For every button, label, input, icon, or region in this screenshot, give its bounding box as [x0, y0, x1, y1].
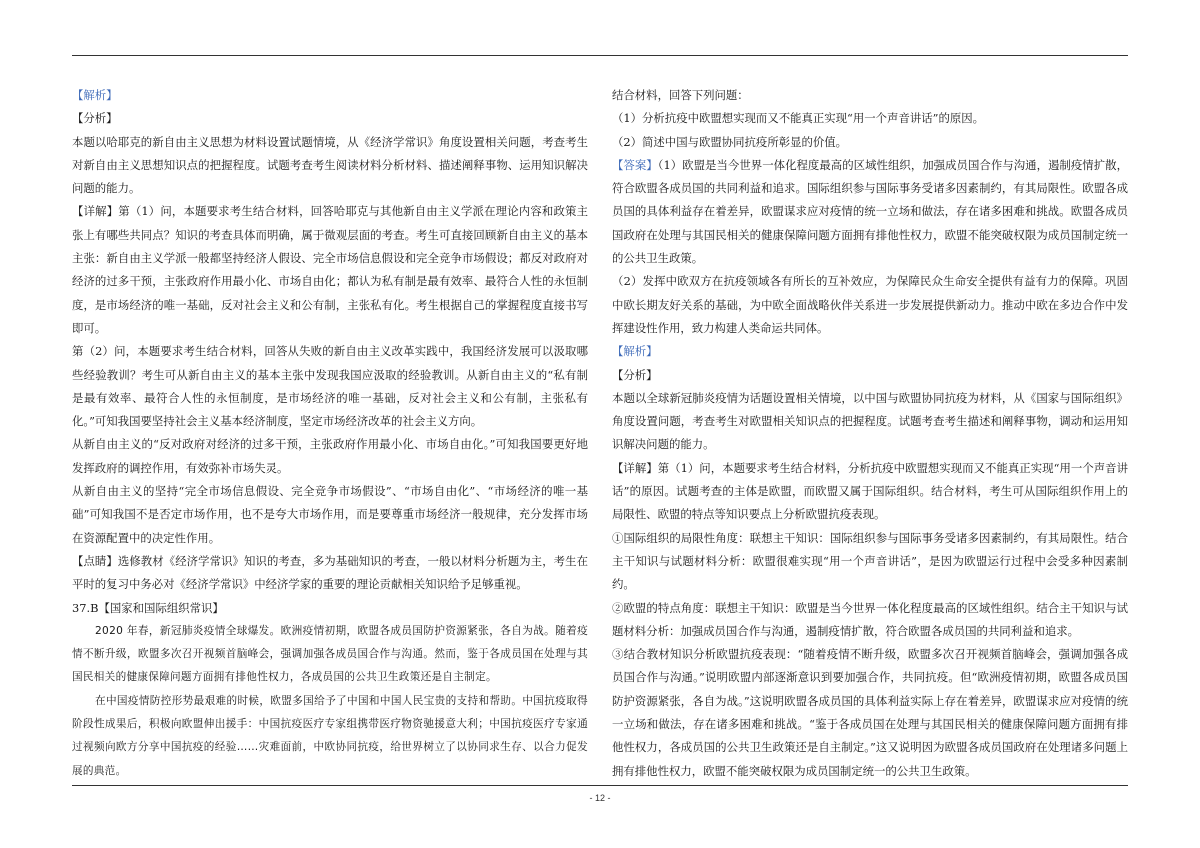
- left-paragraph: 【分析】: [72, 111, 118, 126]
- page-number: 12: [594, 793, 605, 803]
- question-heading: 37.B【国家和国际组织常识】: [72, 600, 224, 615]
- right-paragraph: （2）发挥中欧双方在抗疫领域各有所长的互补效应，为保障民众生命安全提供有益有力的保障。巩固中欧长期友好关系的基础，为中欧全面战略伙伴关系进一步发展提供新动力。推动中欧在多边合作中发挥建设性作用，致力构建人类命运共同体。: [612, 274, 1128, 335]
- right-paragraph: 【分析】: [612, 367, 658, 382]
- left-paragraph: 第（2）问，本题要求考生结合材料，回答从失败的新自由主义改革实践中，我国经济发展可以汲取哪些经验教训？考生可从新自由主义的基本主张中发现我国应汲取的经验教训。从新自由主义的“私有制是最有效率、最符合人性的永恒制度，是市场经济的唯一基础，反对社会主义和公有制，主张私有化。”可知我国要坚持社会主义基本经济制度，坚定市场经济改革的社会主义方向。: [72, 344, 588, 429]
- right-paragraph: 结合材料，回答下列问题：: [612, 88, 749, 102]
- analysis-label: 【解析】: [612, 344, 658, 359]
- left-paragraph: 本题以哈耶克的新自由主义思想为材料设置试题情境，从《经济学常识》角度设置相关问题，考查考生对新自由主义思想知识点的把握程度。试题考查考生阅读材料分析材料、描述阐释事物、运用知识解决问题的能力。: [72, 134, 588, 196]
- right-paragraph: 本题以全球新冠肺炎疫情为话题设置相关情境，以中国与欧盟协同抗疫为材料，从《国家与国际组织》角度设置问题，考查考生对欧盟相关知识点的把握程度。试题考查考生描述和阐释事物，调动和运用知识解决问题的能力。: [612, 390, 1128, 452]
- analysis-label: 【解析】: [72, 88, 118, 102]
- right-paragraph: ②欧盟的特点角度：联想主干知识：欧盟是当今世界一体化程度最高的区域性组织。结合主干知识与试题材料分析：加强成员国合作与沟通，遏制疫情扩散，符合欧盟各成员国的共同利益和追求。: [612, 600, 1128, 638]
- left-column: [72, 84, 588, 783]
- header-rule: [72, 55, 1128, 56]
- right-paragraph: ③结合教材知识分析欧盟抗疫表现：“随着疫情不断升级，欧盟多次召开视频首脑峰会，强调加强各成员国合作与沟通。”说明欧盟内部逐渐意识到要加强合作，共同抗疫。但“欧洲疫情初期，欧盟各成员国防护资源紧张，各自为战。”这说明欧盟各成员国的具体利益实际上存在着差异，欧盟谋求应对疫情的统一立场和做法，存在诸多困难和挑战。“鉴于各成员国在处理与其国民相关的健康保障问题方面拥有排他性权力，各成员国的公共卫生政策还是自主制定。”这又说明因为欧盟各成员国政府在处理诸多问题上拥有排他性权力，欧盟不能突破权限为成员国制定统一的公共卫生政策。: [612, 647, 1128, 778]
- answer-paragraph: [612, 154, 1128, 270]
- left-paragraph: 从新自由主义的“反对政府对经济的过多干预，主张政府作用最小化、市场自由化。”可知我国要更好地发挥政府的调控作用，有效弥补市场失灵。: [72, 437, 588, 475]
- material-paragraph: 在中国疫情防控形势最艰难的时候，欧盟多国给予了中国和中国人民宝贵的支持和帮助。中国抗疫取得阶段性成果后，积极向欧盟伸出援手：中国抗疫医疗专家组携带医疗物资驰援意大利；中国抗疫医疗专家通过视频向欧方分享中国抗疫的经验……灾难面前，中欧协同抗疫，给世界树立了以协同求生存、以合力促发展的典范。: [72, 694, 588, 777]
- right-paragraph: （1）分析抗疫中欧盟想实现而又不能真正实现“用一个声音讲话”的原因。: [612, 111, 985, 126]
- left-paragraph: 【详解】第（1）问，本题要求考生结合材料，回答哈耶克与其他新自由主义学派在理论内容和政策主张上有哪些共同点？知识的考查具体而明确，属于微观层面的考查。考生可直接回顾新自由主义的基本主张：新自由主义学派一般都坚持经济人假设、完全市场信息假设和完全竞争市场假设；都反对政府对经济的过多干预，主张政府作用最小化、市场自由化；都认为私有制是最有效率、最符合人性的永恒制度，是市场经济的唯一基础，反对社会主义和公有制，主张私有化。考生根据自己的掌握程度直接书写即可。: [72, 204, 588, 335]
- material-paragraph: 2020 年春，新冠肺炎疫情全球爆发。欧洲疫情初期，欧盟各成员国防护资源紧张，各自为战。随着疫情不断升级，欧盟多次召开视频首脑峰会，强调加强各成员国合作与沟通。然而，鉴于各成员国在处理与其国民相关的健康保障问题方面拥有排他性权力，各成员国的公共卫生政策还是自主制定。: [72, 624, 588, 684]
- answer-text: （1）欧盟是当今世界一体化程度最高的区域性组织，加强成员国合作与沟通，遏制疫情扩散，符合欧盟各成员国的共同利益和追求。国际组织参与国际事务受诸多因素制约，有其局限性。欧盟各成员国的具体利益存在着差异，欧盟谋求应对疫情的统一立场和做法，存在诸多困难和挑战。欧盟各成员国政府在处理与其国民相关的健康保障问题方面拥有排他性权力，欧盟不能突破权限为成员国制定统一的公共卫生政策。: [612, 157, 1128, 266]
- right-column: [612, 84, 1128, 783]
- answer-label: 【答案】: [612, 157, 658, 172]
- page-footer: - 12 -: [589, 793, 611, 803]
- right-paragraph: （2）简述中国与欧盟协同抗疫所彰显的价值。: [612, 134, 848, 149]
- right-paragraph: 【详解】第（1）问，本题要求考生结合材料，分析抗疫中欧盟想实现而又不能真正实现“用一个声音讲话”的原因。试题考查的主体是欧盟，而欧盟又属于国际组织。结合材料，考生可从国际组织作用上的局限性、欧盟的特点等知识要点上分析欧盟抗疫表现。: [612, 460, 1128, 522]
- right-paragraph: ①国际组织的局限性角度：联想主干知识：国际组织参与国际事务受诸多因素制约，有其局限性。结合主干知识与试题材料分析：欧盟很难实现“用一个声音讲话”，是因为欧盟运行过程中会受多种因素制约。: [612, 530, 1128, 592]
- left-paragraph: 【点睛】选修教材《经济学常识》知识的考查，多为基础知识的考查，一般以材料分析题为主，考生在平时的复习中务必对《经济学常识》中经济学家的重要的理论贡献相关知识给予足够重视。: [72, 553, 588, 592]
- left-paragraph: 从新自由主义的坚持“完全市场信息假设、完全竞争市场假设”、“市场自由化”、“市场经济的唯一基础”可知我国不是否定市场作用，也不是夸大市场作用，而是要尊重市场经济一般规律，充分发挥市场在资源配置中的决定性作用。: [72, 484, 588, 545]
- footer-rule: [72, 785, 1128, 786]
